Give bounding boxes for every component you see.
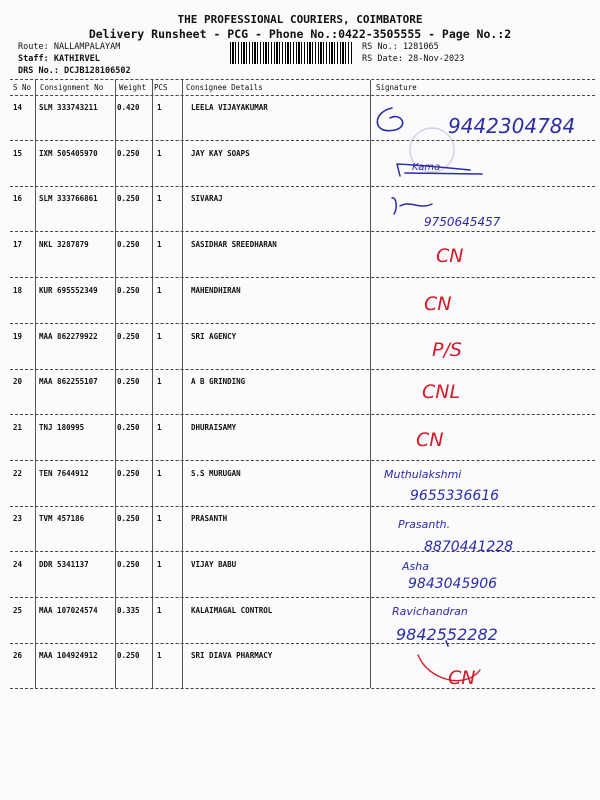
signature-text: 9842552282 (396, 625, 498, 644)
signature-text: P/S (432, 339, 462, 361)
cell-sno: 26 (13, 651, 23, 661)
cell-pcs: 1 (157, 285, 162, 295)
cell-weight: 0.250 (117, 514, 140, 524)
signature-text: Ravichandran (392, 605, 468, 618)
cell-pcs: 1 (157, 331, 162, 341)
row-divider (10, 277, 595, 278)
cell-weight: 0.420 (117, 103, 140, 112)
row-divider (10, 140, 595, 141)
row-divider (10, 460, 595, 461)
cell-consignee: JAY KAY SOAPS (191, 148, 250, 158)
cell-consignee: MAHENDHIRAN (191, 285, 241, 295)
header-divider-bottom (10, 95, 595, 96)
cell-consignment: MAA 862279922 (39, 331, 98, 341)
cell-consignee: SASIDHAR SREEDHARAN (191, 240, 277, 250)
cell-consignee: SRI AGENCY (191, 331, 237, 341)
cell-sno: 15 (13, 148, 23, 158)
cell-weight: 0.250 (117, 651, 140, 661)
company-title: THE PROFESSIONAL COURIERS, COIMBATORE (177, 13, 423, 26)
cell-weight: 0.250 (117, 240, 140, 250)
header-pcs: PCS (154, 83, 168, 92)
cell-consignment: DDR 5341137 (39, 560, 89, 569)
cell-sno: 14 (13, 103, 23, 112)
cell-consignment: TNJ 180995 (39, 422, 85, 432)
cell-pcs: 1 (157, 514, 162, 524)
cell-pcs: 1 (157, 103, 162, 112)
cell-consignment: KUR 695552349 (39, 285, 98, 295)
cell-sno: 24 (13, 560, 23, 569)
header-sno: S No (13, 83, 32, 92)
cell-consignment: MAA 107024574 (39, 605, 98, 615)
header-consignee: Consignee Details (186, 83, 263, 92)
row-divider (10, 551, 595, 552)
cell-consignment: SLM 333743211 (39, 103, 98, 112)
row-divider (10, 643, 595, 644)
route-label: Route: NALLAMPALAYAM (18, 42, 121, 52)
cell-consignment: TVM 457186 (39, 514, 85, 524)
row-divider (10, 186, 595, 187)
cell-consignment: TEN 7644912 (39, 468, 89, 478)
cell-pcs: 1 (157, 560, 162, 569)
header-divider-top (10, 79, 595, 80)
cell-sno: 21 (13, 422, 23, 432)
header-signature: Signature (376, 83, 417, 92)
cell-consignee: SIVARAJ (191, 194, 223, 204)
cell-sno: 22 (13, 468, 23, 478)
cell-sno: 19 (13, 331, 23, 341)
cell-consignee: S.S MURUGAN (191, 468, 241, 478)
cell-pcs: 1 (157, 605, 162, 615)
row-divider (10, 597, 595, 598)
signature-text: CN (436, 245, 464, 267)
cell-pcs: 1 (157, 377, 162, 387)
cell-weight: 0.250 (117, 560, 140, 569)
cell-pcs: 1 (157, 651, 162, 661)
drs-label: DRS No.: DCJB128106502 (18, 66, 131, 76)
cell-consignee: DHURAISAMY (191, 422, 237, 432)
row-divider (10, 231, 595, 232)
row-divider (10, 414, 595, 415)
cell-weight: 0.250 (117, 377, 140, 387)
rs-number: RS No.: 1281065 (362, 42, 439, 52)
row-divider (10, 688, 595, 689)
cell-consignment: IXM 505405970 (39, 148, 98, 158)
cell-consignee: VIJAY BABU (191, 560, 237, 569)
cell-consignee: KALAIMAGAL CONTROL (191, 605, 273, 615)
cell-consignment: MAA 862255107 (39, 377, 98, 387)
cell-sno: 20 (13, 377, 23, 387)
cell-pcs: 1 (157, 468, 162, 478)
signature-text: 9750645457 (424, 215, 501, 229)
cell-consignee: A B GRINDING (191, 377, 246, 387)
cell-sno: 25 (13, 605, 23, 615)
cell-weight: 0.250 (117, 468, 140, 478)
cell-pcs: 1 (157, 240, 162, 250)
cell-sno: 16 (13, 194, 23, 204)
signature-text: CN (448, 667, 476, 689)
cell-weight: 0.250 (117, 148, 140, 158)
cell-weight: 0.250 (117, 422, 140, 432)
signature-text: CN (416, 429, 444, 451)
row-divider (10, 506, 595, 507)
signature-text: Prasanth. (398, 518, 451, 531)
cell-sno: 17 (13, 240, 23, 250)
header-weight: Weight (119, 83, 147, 92)
rs-date: RS Date: 28-Nov-2023 (362, 54, 465, 64)
header-consignment: Consignment No (40, 83, 104, 92)
cell-consignee: SRI DIAVA PHARMACY (191, 651, 273, 661)
row-divider (10, 369, 595, 370)
signature-text: Asha (402, 560, 429, 573)
staff-label: Staff: KATHIRVEL (18, 54, 100, 64)
signature-text: CNL (422, 381, 461, 403)
barcode (230, 42, 352, 64)
cell-weight: 0.250 (117, 285, 140, 295)
cell-sno: 23 (13, 514, 23, 524)
signature-text: Muthulakshmi (384, 468, 462, 481)
cell-consignment: NKL 3287879 (39, 240, 89, 250)
signature-text: 8870441228 (424, 539, 514, 555)
cell-consignment: SLM 333766861 (39, 194, 98, 204)
cell-pcs: 1 (157, 422, 162, 432)
runsheet-subtitle: Delivery Runsheet - PCG - Phone No.:0422-3505555 - Page No.:2 (88, 27, 512, 41)
signature-text: 9655336616 (410, 488, 500, 504)
cell-sno: 18 (13, 285, 23, 295)
cell-weight: 0.335 (117, 605, 140, 615)
row-divider (10, 323, 595, 324)
signature-text: 9843045906 (408, 576, 498, 592)
cell-pcs: 1 (157, 148, 162, 158)
signature-text: 9442304784 (448, 114, 576, 138)
signature-text: CN (424, 293, 452, 315)
cell-weight: 0.250 (117, 331, 140, 341)
cell-pcs: 1 (157, 194, 162, 204)
cell-weight: 0.250 (117, 194, 140, 204)
cell-consignment: MAA 104924912 (39, 651, 98, 661)
cell-consignee: LEELA VIJAYAKUMAR (191, 103, 268, 112)
signature-text: Kama (412, 162, 441, 173)
cell-consignee: PRASANTH (191, 514, 228, 524)
